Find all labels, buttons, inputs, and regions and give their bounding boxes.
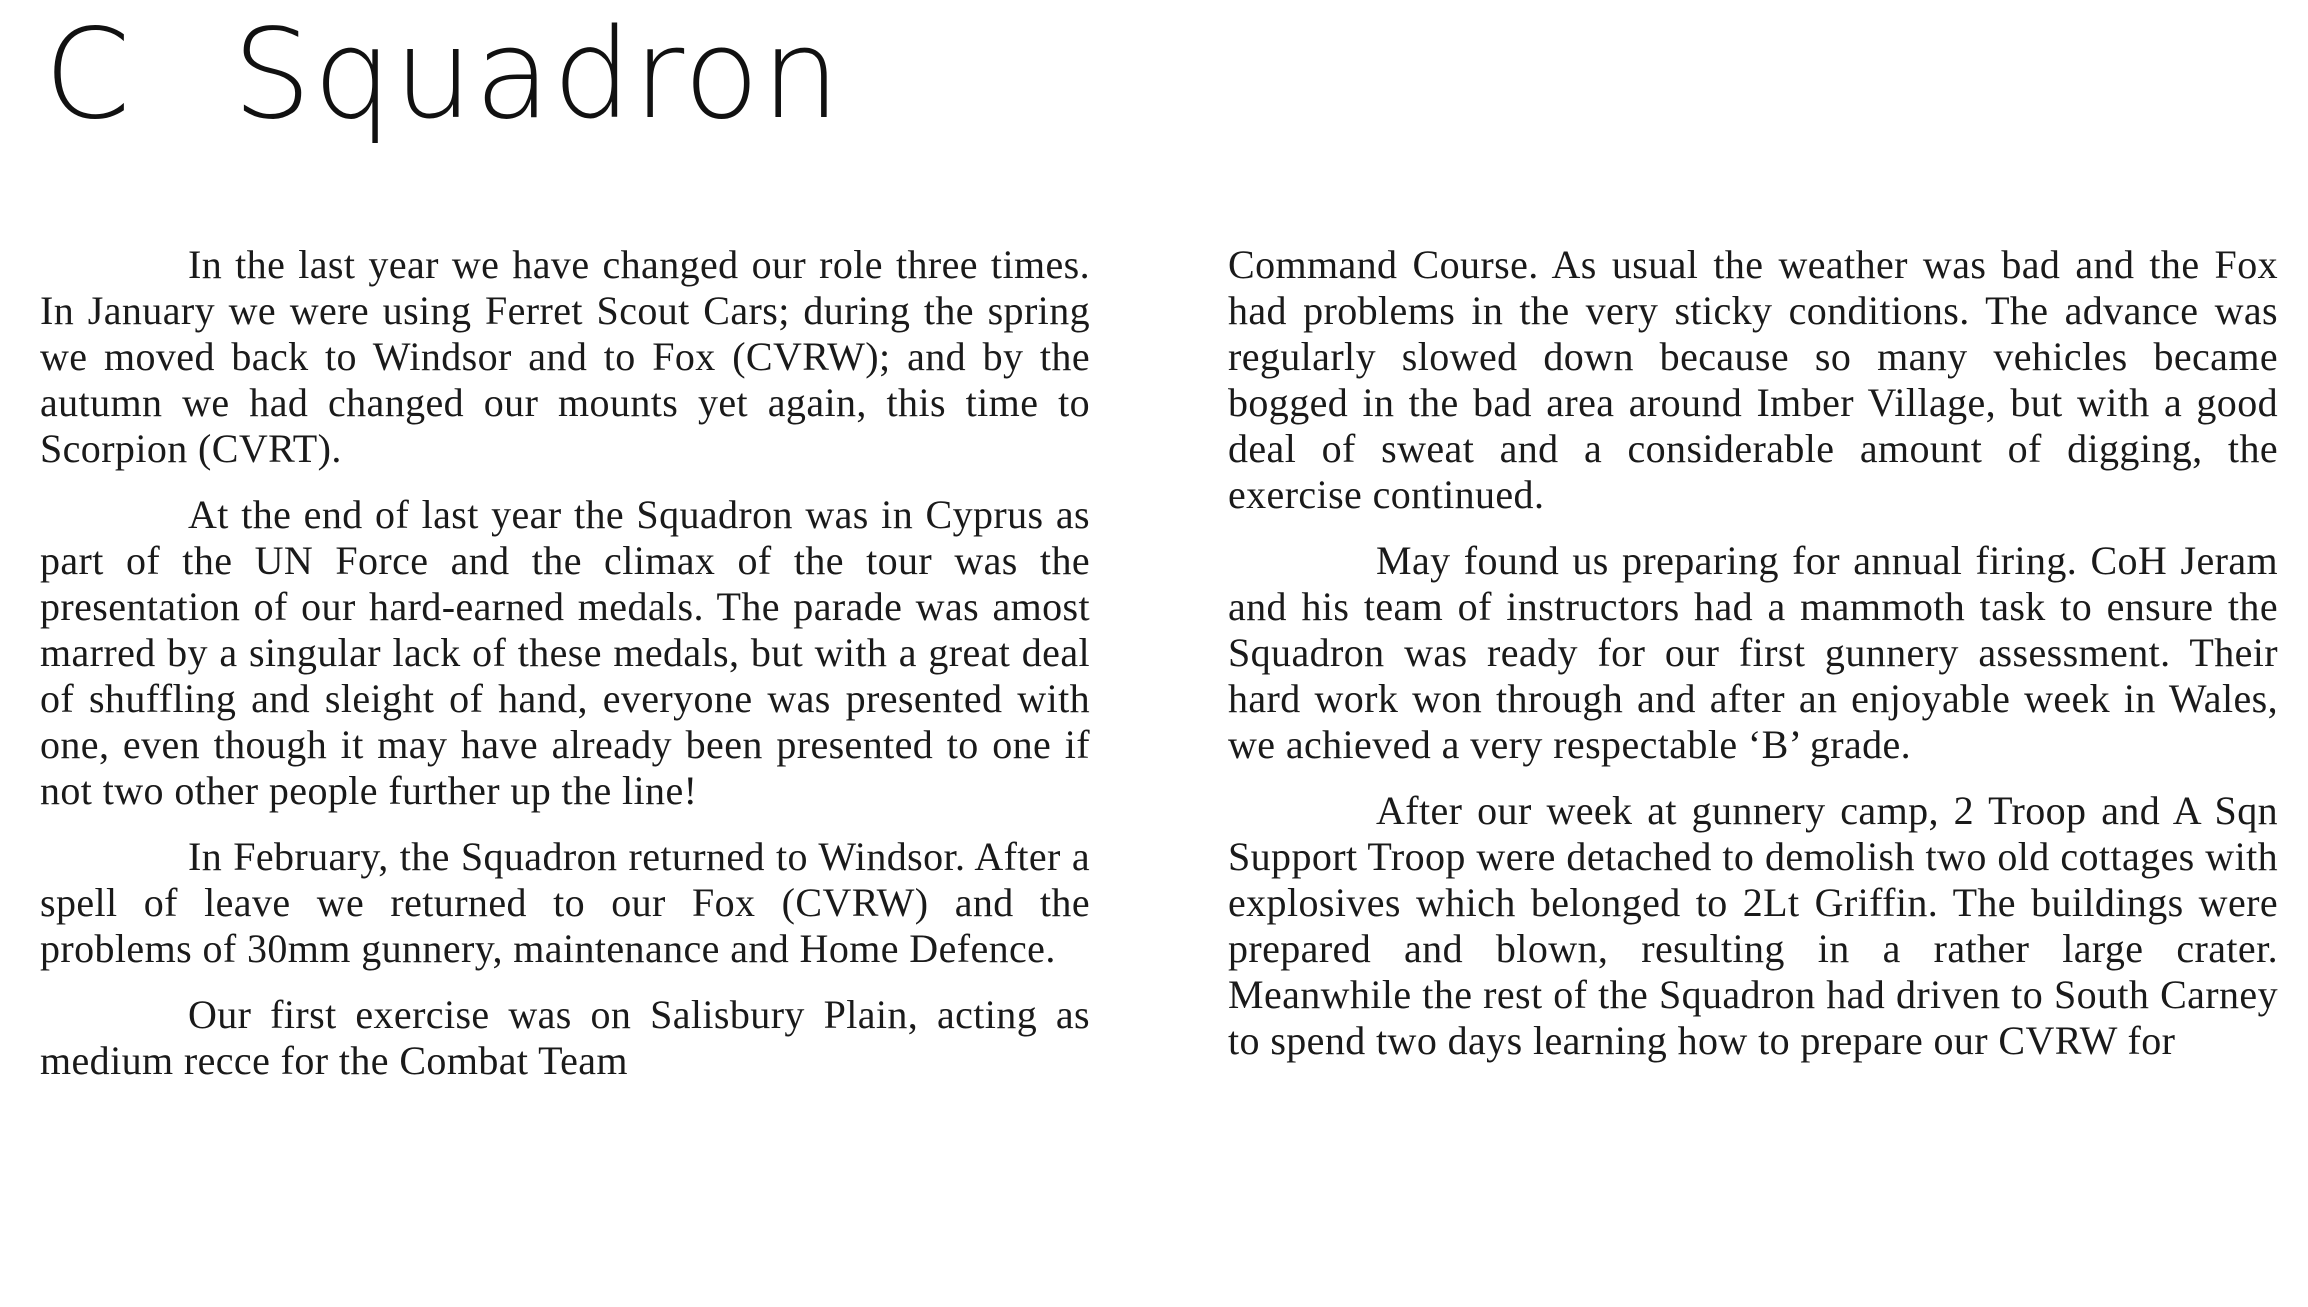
page-title [44,0,842,150]
left-paragraph-1: In the last year we have changed our role three times. In January we were using Ferret Scout Cars; during the spring we moved back to Windsor and to Fox (CVRW); and by the autumn we had changed our mounts yet again, this time to Scorpion (CVRT). [40,242,1090,471]
left-paragraph-2: At the end of last year the Squadron was in Cyprus as part of the UN Force and the climax of the tour was the presentation of our hard-earned medals. The parade was amost marred by a singular lack of these medals, but with a great deal of shuffling and sleight of hand, everyone was presented with one, even though it may have already been presented to one if not two other people further up the line! [40,492,1090,813]
right-paragraph-1: Command Course. As usual the weather was bad and the Fox had problems in the very sticky conditions. The advance was regularly slowed down because so many vehicles became bogged in the bad area around Imber Village, but with a good deal of sweat and a considerable amount of digging, the exercise continued. [1228,242,2278,517]
left-column [40,242,1090,1104]
right-paragraph-3: After our week at gunnery camp, 2 Troop and A Sqn Support Troop were detached to demolish two old cottages with explosives which belonged to 2Lt Griffin. The buildings were prepared and blown, resulting in a rather large crater. Meanwhile the rest of the Squadron had driven to South Carney to spend two days learning how to prepare our CVRW for [1228,788,2278,1063]
title-letter: C [44,3,133,147]
right-paragraph-2: May found us preparing for annual firing. CoH Jeram and his team of instructors had a mammoth task to ensure the Squadron was ready for our first gunnery assessment. Their hard work won through and after an enjoyable week in Wales, we achieved a very respectable ‘B’ grade. [1228,538,2278,767]
left-paragraph-3: In February, the Squadron returned to Windsor. After a spell of leave we returned to our Fox (CVRW) and the problems of 30mm gunnery, maintenance and Home Defence. [40,834,1090,971]
title-word: Squadron [232,3,843,147]
right-column [1228,242,2278,1084]
left-paragraph-4: Our first exercise was on Salisbury Plain, acting as medium recce for the Combat Team [40,992,1090,1083]
